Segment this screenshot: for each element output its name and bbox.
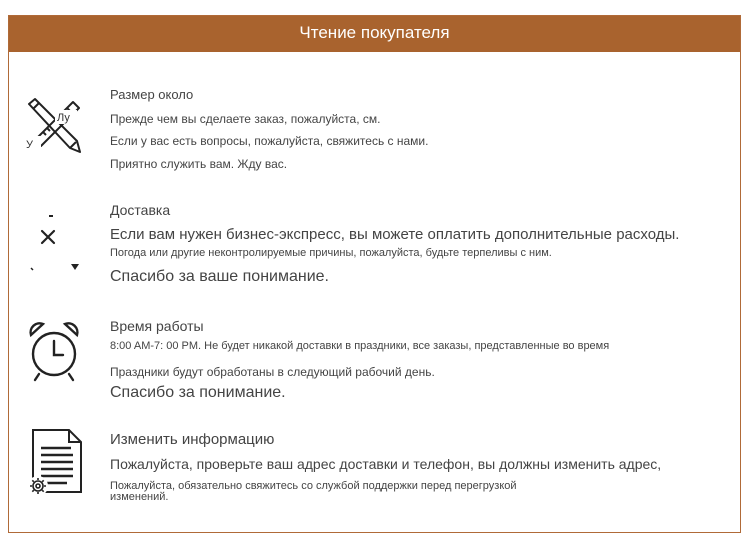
hours-line-1: 8:00 AM-7: 00 PM. Не будет никакой доставки в праздники, все заказы, представленные во время — [110, 340, 610, 352]
icon-label-u: У — [26, 139, 33, 151]
size-title: Размер около — [110, 87, 194, 102]
hours-line-2: Праздники будут обработаны в следующий рабочий день. — [110, 365, 435, 379]
delivery-icon — [27, 214, 89, 272]
page-title: Чтение покупателя — [299, 23, 450, 42]
change-line-2: Пожалуйста, обязательно свяжитесь со службой поддержки перед перегрузкой — [110, 480, 517, 492]
size-line-3: Приятно служить вам. Жду вас. — [110, 157, 288, 171]
icon-label-lu: Лу — [57, 112, 70, 124]
pencil-ruler-icon — [23, 96, 85, 158]
delivery-line-1: Если вам нужен бизнес-экспресс, вы можете оплатить дополнительные расходы. — [110, 226, 680, 243]
change-title: Изменить информацию — [110, 431, 275, 448]
delivery-line-2: Погода или другие неконтролируемые причины, пожалуйста, будьте терпеливы с ним. — [110, 247, 552, 259]
hours-title: Время работы — [110, 318, 204, 334]
header-bar — [9, 16, 740, 52]
alarm-clock-icon — [27, 321, 81, 383]
change-line-3: изменений. — [110, 491, 169, 503]
document-gear-icon — [27, 428, 83, 498]
buyer-notice-card — [8, 15, 741, 533]
size-line-2: Если у вас есть вопросы, пожалуйста, свяжитесь с нами. — [110, 134, 429, 148]
delivery-line-3: Спасибо за ваше понимание. — [110, 268, 329, 285]
size-line-1: Прежде чем вы сделаете заказ, пожалуйста, см. — [110, 112, 381, 126]
change-line-1: Пожалуйста, проверьте ваш адрес доставки и телефон, вы должны изменить адрес, — [110, 456, 662, 472]
delivery-title: Доставка — [110, 202, 171, 218]
hours-line-3: Спасибо за понимание. — [110, 384, 286, 401]
